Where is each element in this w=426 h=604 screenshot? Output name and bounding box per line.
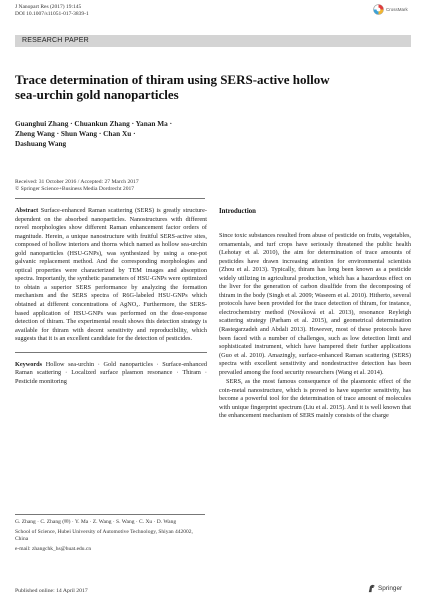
doi[interactable]: DOI 10.1007/s11051-017-3839-1: [15, 11, 89, 17]
publisher-name: Springer: [378, 585, 403, 592]
received-accepted: Received: 31 October 2016 / Accepted: 27 March 2017: [15, 179, 139, 185]
journal-citation: J Nanopart Res (2017) 19:145: [15, 4, 82, 10]
keywords-heading: Keywords: [15, 360, 43, 368]
author-line[interactable]: Guanghui Zhang · Chuankun Zhang · Yanan Ma ·: [15, 119, 173, 128]
article-type-banner: RESEARCH PAPER: [15, 35, 411, 47]
abstract-heading: Abstract: [15, 207, 39, 214]
divider: [15, 514, 205, 515]
article-title: Trace determination of thiram using SERS-active hollow sea-urchin gold nanoparticles: [15, 72, 330, 102]
crossmark-label: CrossMark: [386, 7, 408, 12]
author-line[interactable]: Dashuang Wang: [15, 139, 67, 148]
author-list: [15, 119, 265, 149]
copyright: © Springer Science+Business Media Dordrecht 2017: [15, 186, 135, 193]
author-line[interactable]: Zheng Wang · Shun Wang · Chan Xu ·: [15, 129, 136, 138]
article-dates: [15, 179, 265, 193]
abstract: [15, 207, 207, 344]
affiliation-email[interactable]: e-mail: zhangchk_hs@huat.edu.cn: [15, 546, 92, 552]
publisher-logo: [367, 584, 402, 593]
journal-header: [15, 4, 89, 18]
abstract-text: Surface-enhanced Raman scattering (SERS) is greatly structure-dependent on the absorbed nanoparticles. Nanostructures with different novel morphologies show different Raman enhancement factor orders of magnitude. Herein, a unique nanostructure with fruitful SERS-active sites, composed of hollow interiors and thorns which named as hollow sea-urchin gold nanoparticles (HSU-GNPs), was synthesized by using a one-pot galvanic replacement method. And the corresponding morphologies and optical properties were characterized by TEM images and absorption spectra. Importantly, the synthetic parameters of HSU-GNPs were optimized to obtain a superior SERS performance by analyzing the formation mechanism and the SERS spectra of R6G-labeled HSU-GNPs which obtained at different concentrations of AgNO₃. Furthermore, the SERS-based application of HSU-GNPs was performed on the dose-response detection of thiram. The experimental result shows this detection strategy is available for thiram with decent sensitivity and reproducibility, which suggests that it is an excellent candidate for the detection of pesticides.: [15, 207, 207, 343]
divider: [15, 198, 205, 199]
affiliation-authors: G. Zhang · C. Zhang (✉) · Y. Ma · Z. Wang · S. Wang · C. Xu · D. Wang: [15, 519, 177, 525]
affiliation-footnote: [15, 519, 207, 556]
introduction-paragraph: SERS, as the most famous consequence of the plasmonic effect of the coin-metal nanostructure, which is proved to have superior sensitivity, has become a powerful tool for the determination of trace amount of molecules with unique fingerprint spectrum (Liu et al. 2015). And it is well known that the enhancement mechanism of SERS mainly consists of the charge: [219, 378, 411, 420]
divider: [15, 352, 207, 353]
keywords-text: Hollow sea-urchin · Gold nanoparticles · Surface-enhanced Raman scattering · Localized surface plasmon resonance · Thiram · Pesticide monitoring: [15, 360, 207, 385]
introduction-paragraph: Since toxic substances resulted from abuse of pesticide on fruits, vegetables, ornamentals, and turf crops have seriously threatened the public health (Lehotay et al. 2010), the aim for determination of trace amounts of pesticides have drawn increasing attention for environmental scientists (Zhou et al. 2013). Typically, thiram has long been known as a pesticide widely utilizing in agricultural production, which has a hazardous effect on the liver for the generation of carbon disulfide from the decomposing of thiram in the body (Singh et al. 2009; Waseem et al. 2010). Hitherto, several protocols have been provided for the trace detection of thiram, for instance, electrochemistry method (Nováková et al. 2013), resonance Reyleigh scattering strategy (Parham et al. 2015), and geometrical determination (Rastegarzadeh and Abdali 2013). However, most of these protocols have been faced with a number of challenges, such as low detection limit and sophisticated instrument, which have hampered their further applications (Guo et al. 2010). Amazingly, surface-enhanced Raman scattering (SERS) spectra with excellent sensitivity and nondestructive detection has been prevailed among the food security researchers (Wang et al. 2014).: [219, 232, 411, 376]
springer-horse-icon: [367, 584, 376, 593]
published-date: Published online: 14 April 2017: [15, 588, 88, 594]
crossmark-icon: [373, 4, 384, 15]
left-column: [15, 207, 207, 386]
right-column: [219, 207, 411, 421]
introduction-heading: Introduction: [219, 208, 256, 215]
keywords: [15, 361, 207, 387]
crossmark-badge[interactable]: [373, 4, 408, 15]
affiliation-school: School of Science, Hubei University of Automotive Technology, Shiyan 442002, China: [15, 529, 193, 542]
